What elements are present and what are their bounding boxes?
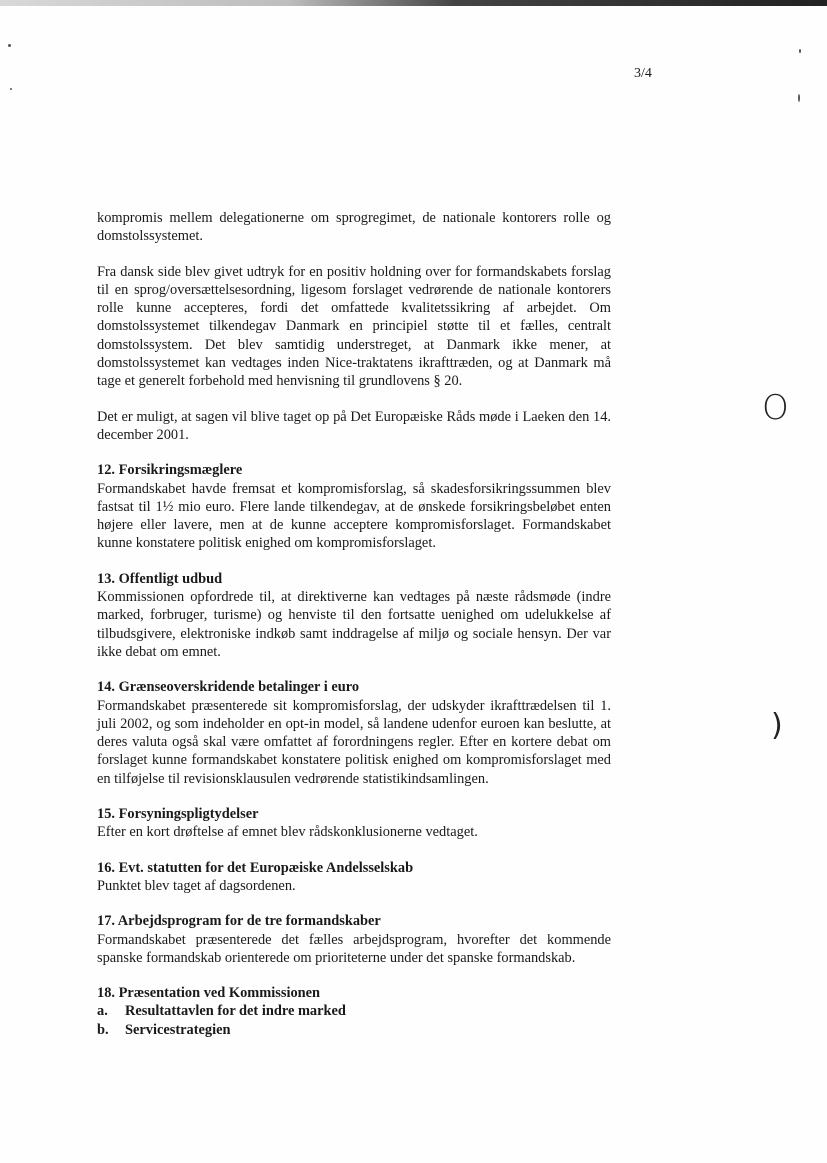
scan-speck [10,88,12,90]
list-item-label: b. [97,1021,109,1038]
list-item-text: Resultattavlen for det indre marked [125,1003,346,1020]
section-heading: 12. Forsikringsmæglere [97,462,243,479]
scan-speck [8,44,11,47]
list-item-text: Servicestrategien [125,1021,231,1038]
section-body: Formandskabet præsenterede sit kompromisforslag, der udskyder ikrafttrædelsen til 1. juli 2002, og som indeholder en opt-in model, så landene udenfor euroen kan beslutte, at deres valuta også skal være omfattet af forordningens regler. Efter en kortere debat om forslaget kunne formandskabet konstatere politisk enighed om kompromisforslaget med en tilføjelse til revisionsklausulen vedrørende statistikindsamlingen. [97,697,611,787]
section-heading: 18. Præsentation ved Kommissionen [97,985,321,1002]
section-14 [97,678,611,788]
section-body: Kommissionen opfordrede til, at direktiverne kan vedtages på næste rådsmøde (indre marked, forbruger, turisme) og henviste til den fortsatte uenighed om udelukkelse af tilbudsgivere, elektroniske indkøb samt inddragelse af miljø og sociale hensyn. Der var ikke debat om emnet. [97,589,611,660]
section-body: Formandskabet præsenterede det fælles arbejdsprogram, hvorefter det kommende spanske formandskab orienterede om prioriteterne under det spanske formandskab. [97,931,611,966]
scan-top-edge [0,0,827,6]
section-18 [97,984,611,1039]
page-number: 3/4 [634,66,652,81]
section-heading: 13. Offentligt udbud [97,570,223,587]
section-12 [97,461,611,552]
section-15 [97,805,611,842]
section-body: Efter en kort drøftelse af emnet blev rådskonklusionerne vedtaget. [97,824,478,841]
section-body: Punktet blev taget af dagsordenen. [97,877,296,894]
document-body [97,209,611,1056]
section-heading: 15. Forsyningspligtydelser [97,806,259,823]
scan-speck [799,49,801,53]
scan-speck [798,94,800,102]
punch-hole-mark: O [762,388,789,428]
section-body: Formandskabet havde fremsat et kompromisforslag, så skadesforsikringssummen blev fastsat til 1½ mio euro. Flere lande tilkendegav, at de ønskede forsikringsbeløbet enten højere eller lavere, men at de kunne acceptere kompromisforslaget. Formandskabet kunne konstatere politisk enighed om kompromisforslaget. [97,480,611,552]
section-heading: 16. Evt. statutten for det Europæiske Andelsselskab [97,859,414,876]
section-17 [97,912,611,967]
paragraph: Fra dansk side blev givet udtryk for en positiv holdning over for formandskabets forslag til en sprog/oversættelsesordning, ligesom forslaget vedrørende de nationale kontorers rolle kunne accepteres, fordi det omfattede kvalitetssikring af arbejdet. Om domstolssystemet tilkendegav Danmark en principiel støtte til et fælles, centralt domstolssystem. Det blev samtidig understreget, at Danmark ikke mener, at domstolssystemet kan vedtages inden Nice-traktatens ikrafttræden, og at Danmark må tage et generelt forbehold med henvisning til grundlovens § 20. [97,263,611,390]
paragraph: kompromis mellem delegationerne om sprogregimet, de nationale kontorers rolle og domstolssystemet. [97,210,611,245]
section-16 [97,859,611,896]
section-13 [97,570,611,661]
punch-hole-mark: ) [771,708,783,743]
list-item-label: a. [97,1003,108,1020]
section-heading: 17. Arbejdsprogram for de tre formandskaber [97,913,381,930]
section-heading: 14. Grænseoverskridende betalinger i euro [97,679,360,696]
paragraph: Det er muligt, at sagen vil blive taget op på Det Europæiske Råds møde i Laeken den 14. december 2001. [97,408,611,443]
list-item [97,1002,611,1020]
list-item [97,1021,611,1039]
